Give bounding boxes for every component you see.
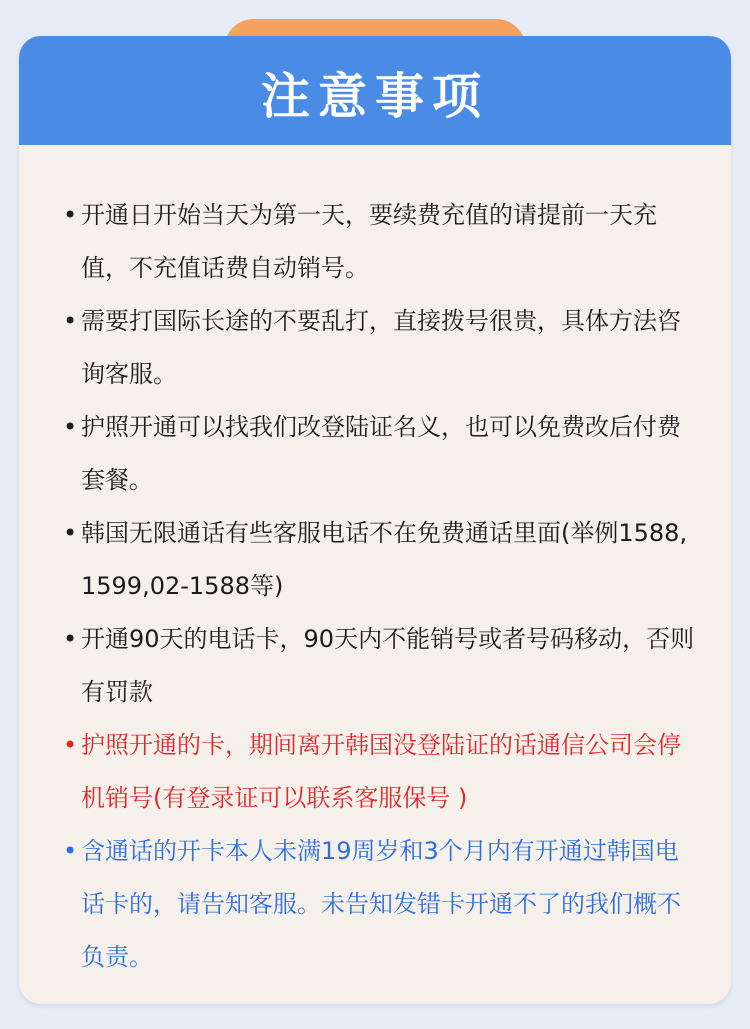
note-item-notice [63, 825, 701, 984]
note-item [63, 613, 701, 719]
note-item [63, 401, 701, 507]
notes-list [19, 145, 731, 984]
note-text: 护照开通的卡，期间离开韩国没登陆证的话通信公司会停机销号(有登录证可以联系客服保号 ) [81, 731, 681, 812]
note-text: 需要打国际长途的不要乱打，直接拨号很贵，具体方法咨询客服。 [81, 307, 681, 388]
page-title: 注意事项 [260, 67, 489, 125]
bullet-icon: • [63, 307, 78, 335]
bullet-icon: • [63, 201, 78, 229]
note-text: 护照开通可以找我们改登陆证名义，也可以免费改后付费套餐。 [81, 413, 681, 494]
card-header [19, 36, 731, 145]
bullet-icon: • [63, 731, 78, 759]
bullet-icon: • [63, 519, 78, 547]
note-item [63, 189, 701, 295]
note-item [63, 295, 701, 401]
note-text: 开通90天的电话卡，90天内不能销号或者号码移动，否则有罚款 [81, 625, 695, 706]
bullet-icon: • [63, 413, 78, 441]
note-text: 韩国无限通话有些客服电话不在免费通话里面(举例1588,1599,02-1588等) [81, 519, 688, 600]
bullet-icon: • [63, 625, 78, 653]
bullet-icon: • [63, 837, 78, 865]
note-text: 含通话的开卡本人未满19周岁和3个月内有开通过韩国电话卡的，请告知客服。未告知发错卡开通不了的我们概不负责。 [81, 837, 681, 971]
note-item-warning [63, 719, 701, 825]
note-text: 开通日开始当天为第一天，要续费充值的请提前一天充值，不充值话费自动销号。 [81, 201, 657, 282]
notice-card [19, 36, 731, 1004]
note-item [63, 507, 701, 613]
